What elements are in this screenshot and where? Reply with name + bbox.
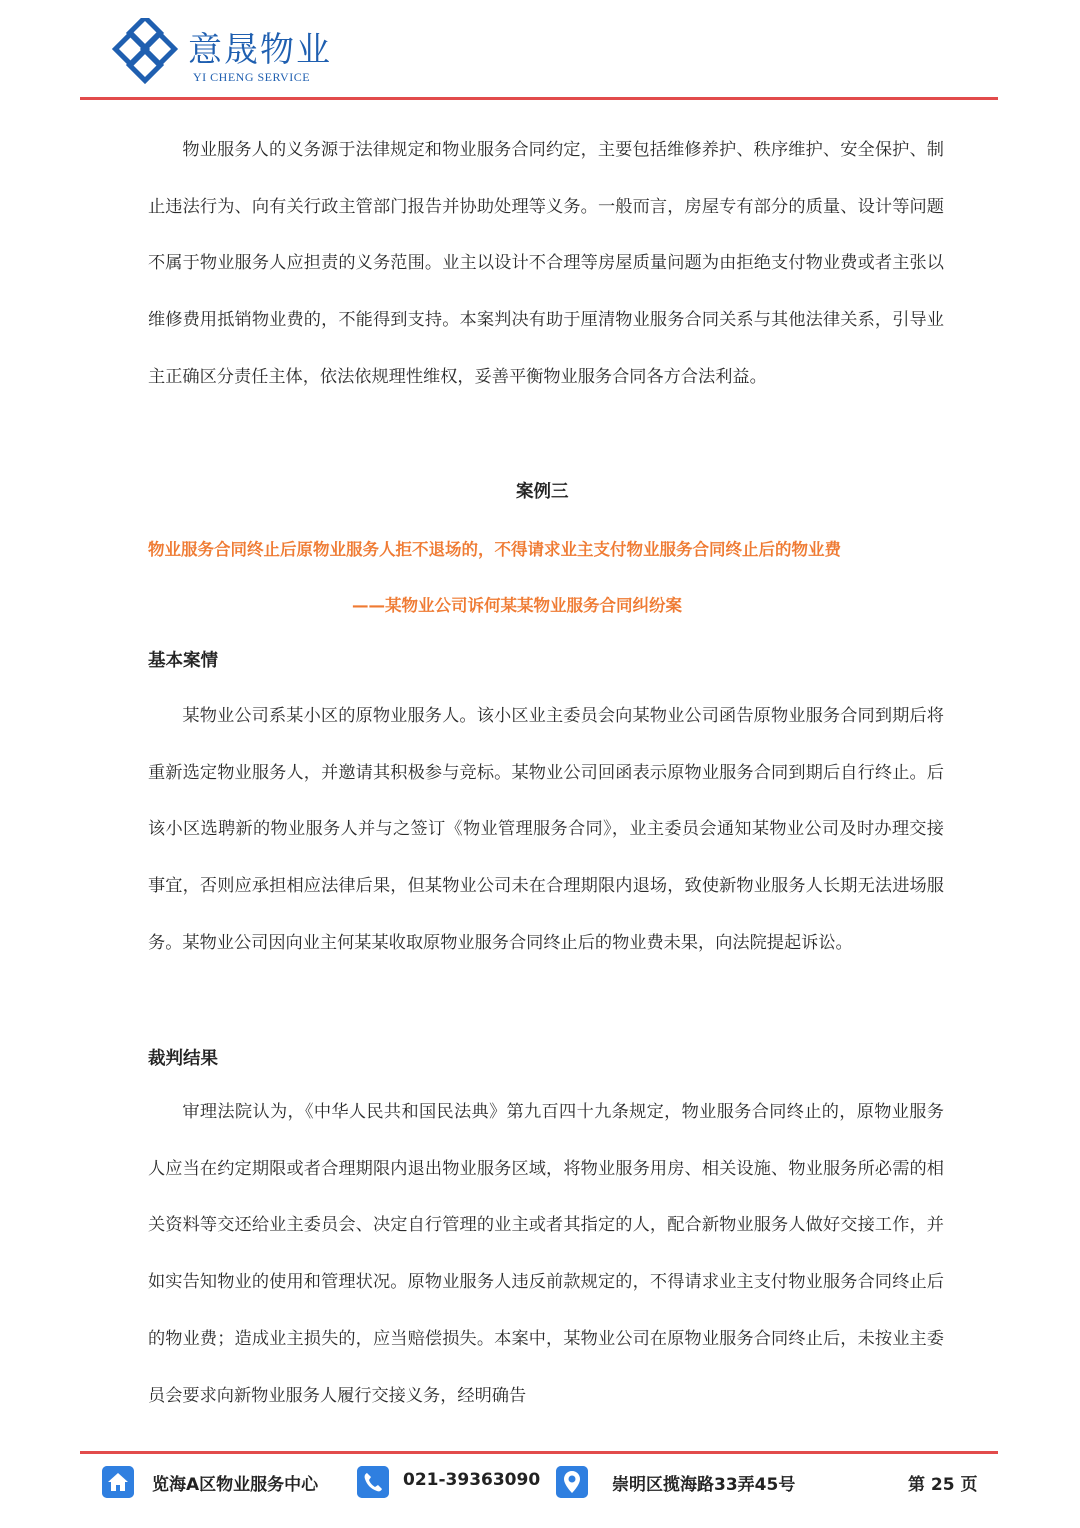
case-name: ——某物业公司诉何某某物业服务合同纠纷案 [352,596,682,615]
footer-divider [80,1451,998,1454]
phone-icon [357,1466,389,1498]
section-heading-judgment: 裁判结果 [148,1049,218,1069]
footer-phone: 021-39363090 [403,1470,541,1490]
page-footer [0,1458,1080,1508]
paragraph-text: 某物业公司系某小区的原物业服务人。该小区业主委员会向某物业公司函告原物业服务合同到期后将重新选定物业服务人，并邀请其积极参与竞标。某物业公司回函表示原物业服务合同到期后自行终止。后该小区选聘新的物业服务人并与之签订《物业管理服务合同》，业主委员会通知某物业公司及时办理交接事宜，否则应承担相应法律后果，但某物业公司未在合理期限内退场，致使新物业服务人长期无法进场服务。某物业公司因向业主何某某收取原物业服务合同终止后的物业费未果，向法院提起诉讼。 [148,706,944,953]
home-icon [102,1466,134,1498]
page-number: 第 25 页 [908,1475,978,1495]
case-subtitle: 物业服务合同终止后原物业服务人拒不退场的，不得请求业主支付物业服务合同终止后的物业费 [148,540,841,559]
case-title: 案例三 [516,482,569,502]
paragraph-text: 物业服务人的义务源于法律规定和物业服务合同约定，主要包括维修养护、秩序维护、安全保护、制止违法行为、向有关行政主管部门报告并协助处理等义务。一般而言，房屋专有部分的质量、设计等问题不属于物业服务人应担责的义务范围。业主以设计不合理等房屋质量问题为由拒绝支付物业费或者主张以维修费用抵销物业费的，不能得到支持。本案判决有助于厘清物业服务合同关系与其他法律关系，引导业主正确区分责任主体，依法依规理性维权，妥善平衡物业服务合同各方合法利益。 [148,140,944,387]
location-pin-icon [556,1466,588,1498]
section-heading-facts: 基本案情 [148,651,218,671]
company-logo-icon [112,18,186,88]
paragraph-intro [148,122,944,462]
paragraph-facts [148,688,944,1028]
paragraph-text: 审理法院认为，《中华人民共和国民法典》第九百四十九条规定，物业服务合同终止的，原物业服务人应当在约定期限或者合理期限内退出物业服务区域，将物业服务用房、相关设施、物业服务所必需的相关资料等交还给业主委员会、决定自行管理的业主或者其指定的人，配合新物业服务人做好交接工作，并如实告知物业的使用和管理状况。原物业服务人违反前款规定的，不得请求业主支付物业服务合同终止后的物业费；造成业主损失的，应当赔偿损失。本案中，某物业公司在原物业服务合同终止后，未按业主委员会要求向新物业服务人履行交接义务，经明确告 [148,1102,944,1406]
page-header [0,0,1080,100]
brand-name-cn: 意晟物业 [188,30,332,70]
footer-office: 览海A区物业服务中心 [152,1475,319,1495]
header-divider [80,97,998,100]
paragraph-judgment [148,1084,944,1429]
brand-name-en: YI CHENG SERVICE [193,70,311,84]
footer-address: 崇明区揽海路33弄45号 [612,1475,796,1495]
